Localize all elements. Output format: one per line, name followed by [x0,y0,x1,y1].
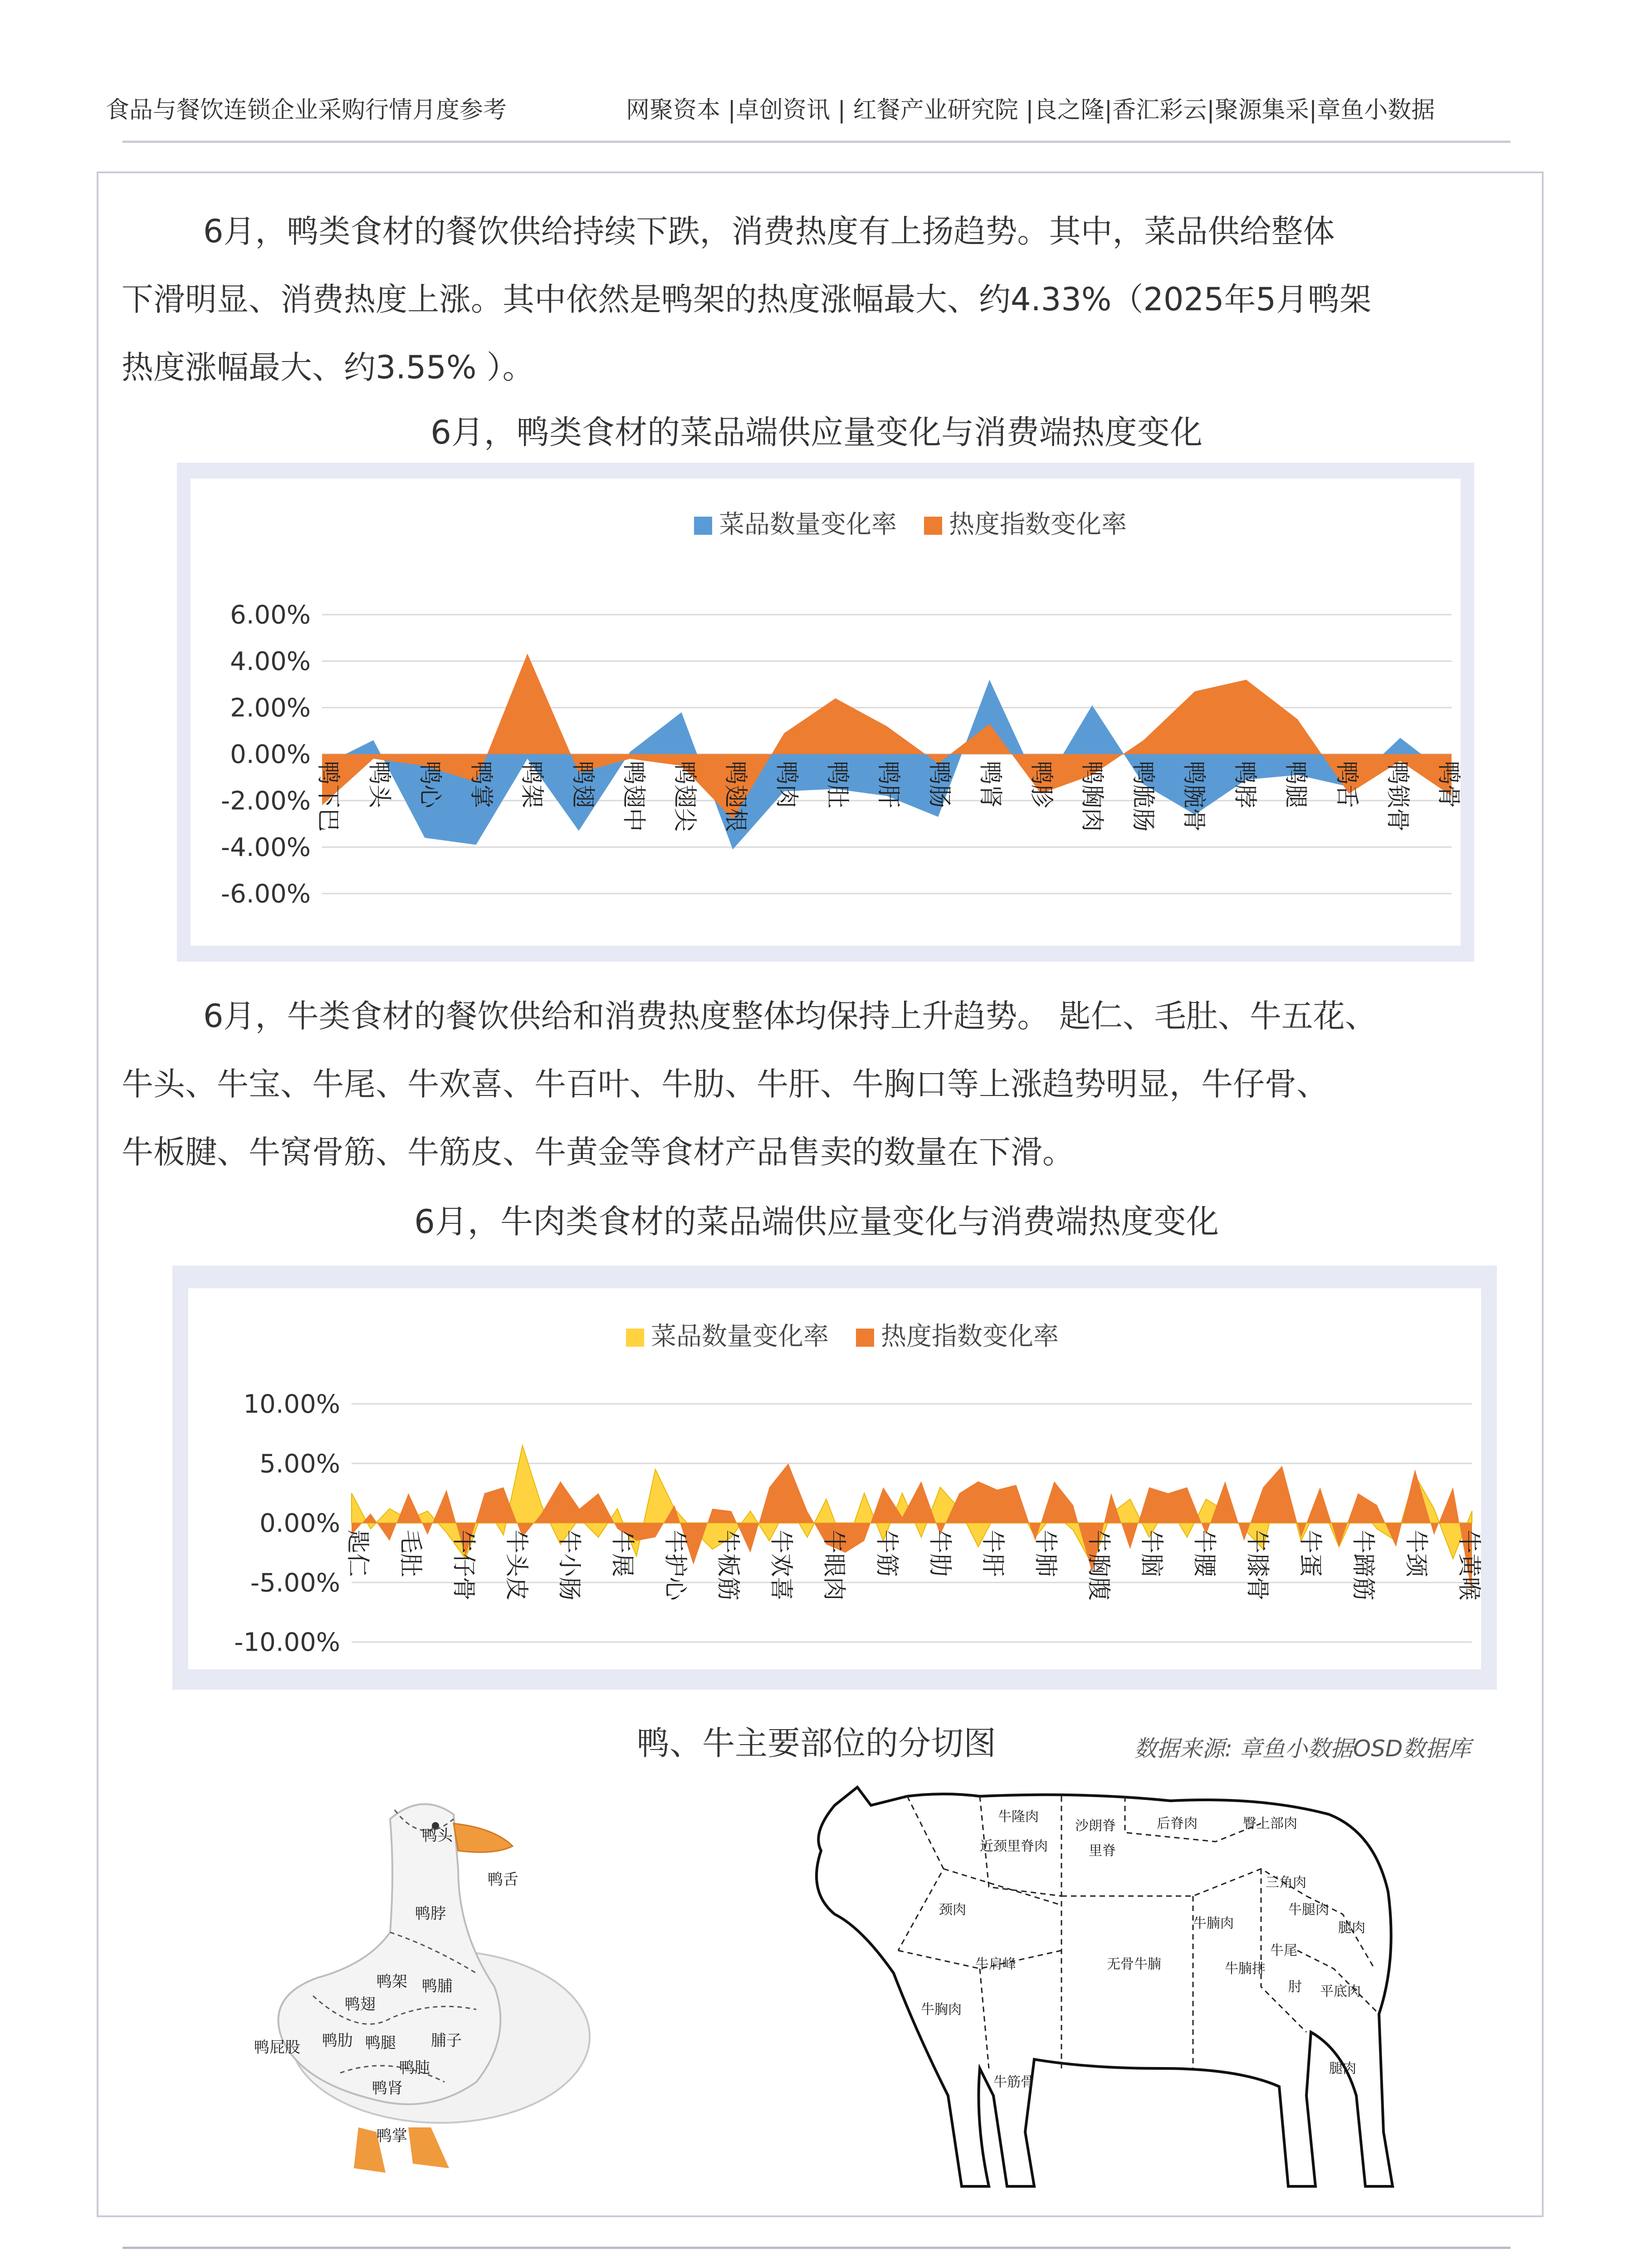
paragraph-line: 热度涨幅最大、约3.55% ）。 [122,349,534,386]
y-tick-label: 5.00% [259,1449,340,1479]
legend-entry [694,510,897,539]
x-category-label: 鸭肉 [772,761,800,808]
cow-label-bottom-round: 平底肉 [1320,1984,1361,1999]
duck-label-wing: 鸭翅 [345,1995,376,2014]
cow-illustration [807,1778,1429,2209]
x-category-label: 牛护心 [661,1530,689,1601]
cow-label-shoulder: 牛肩峰 [975,1956,1016,1972]
x-category-label: 牛肋 [926,1530,953,1577]
cow-label-chuck-loin: 近颈里脊肉 [980,1838,1048,1854]
y-tick-label: 0.00% [259,1509,340,1539]
y-tick-label: 6.00% [230,600,311,630]
cow-label-shank: 腿肉 [1329,2061,1356,2077]
x-category-label: 鸭翅中 [620,761,647,832]
x-category-label: 匙仁 [344,1530,371,1577]
x-category-label: 牛颈 [1402,1530,1430,1577]
header-sources: 网聚资本 |卓创资讯 | 红餐产业研究院 |良之隆|香汇彩云|聚源集采|章鱼小数据 [626,97,1435,124]
duck-label-breast: 鸭脯 [422,1977,453,1995]
x-category-label: 牛肝 [979,1530,1006,1577]
duck-label-leg: 鸭腿 [365,2034,396,2052]
x-category-label: 牛小肠 [555,1530,583,1601]
beef-chart-frame [172,1266,1497,1690]
data-source-note: 数据来源: 章鱼小数据OSD数据库 [1134,1735,1471,1762]
cow-label-flank-steak: 牛腩肉 [1193,1916,1234,1931]
y-tick-label: -2.00% [220,786,311,816]
y-tick-label: 4.00% [230,647,311,677]
duck-label-neck: 鸭脖 [415,1905,446,1923]
cow-label-tendon: 牛筋骨 [993,2074,1034,2090]
legend-swatch [626,1329,644,1347]
beef-chart [188,1288,1481,1669]
duck-label-frame: 鸭架 [376,1973,407,1991]
duck-label-kidney: 鸭肾 [372,2079,403,2097]
cow-label-elbow: 肘 [1288,1979,1302,1995]
beef-chart-caption: 6月，牛肉类食材的菜品端供应量变化与消费端热度变化 [414,1202,1219,1241]
duck-label-gizzard: 鸭肫 [399,2059,430,2077]
y-tick-label: 10.00% [243,1389,340,1419]
x-category-label: 牛板筋 [714,1530,742,1601]
cow-label-hump: 牛隆肉 [998,1809,1039,1825]
legend-entry [924,510,1127,539]
legend-swatch [694,517,712,535]
x-category-label: 鸭翅尖 [670,761,698,832]
x-category-label: 牛腰 [1190,1530,1218,1577]
x-category-label: 鸭翅根 [722,761,749,832]
x-category-label: 牛肺 [1032,1530,1059,1577]
x-category-label: 鸭架 [518,761,546,808]
duck-label-feet: 鸭掌 [376,2127,407,2145]
cow-label-sirloin: 沙朗脊 [1075,1818,1116,1834]
x-category-label: 鸭脆肠 [1129,761,1157,832]
x-category-label: 鸭腕骨 [1180,761,1208,832]
footer-divider [122,2247,1511,2249]
paragraph-line: 牛板腱、牛窝骨筋、牛筋皮、牛黄金等食材产品售卖的数量在下滑。 [122,1134,1074,1171]
duck-chart [191,479,1461,946]
cow-label-boneless-brisket: 无骨牛腩 [1107,1956,1161,1972]
header-divider [122,141,1511,143]
x-category-label: 鸭胗 [1027,761,1055,808]
cow-label-rump-top: 臀上部肉 [1243,1816,1297,1832]
x-category-label: 鸭翅 [569,761,596,808]
duck-label-tongue: 鸭舌 [488,1871,518,1889]
y-tick-label: -5.00% [250,1568,340,1598]
cow-label-neck: 颈肉 [939,1902,966,1918]
y-tick-label: -10.00% [234,1628,340,1657]
cow-label-ribs: 牛腩排 [1225,1961,1266,1977]
x-category-label: 鸭头 [365,761,393,808]
cuts-caption: 鸭、牛主要部位的分切图 [636,1724,996,1762]
x-category-label: 牛欢喜 [767,1530,795,1601]
x-category-label: 牛蛋 [1296,1530,1324,1577]
cow-label-oxtail: 牛尾 [1270,1943,1297,1959]
y-tick-label: -4.00% [220,833,311,863]
y-tick-label: -6.00% [220,879,311,909]
cow-label-tri-tip: 三角肉 [1266,1875,1306,1891]
x-category-label: 牛胸腹 [1085,1530,1112,1601]
x-category-label: 鸭下巴 [314,761,342,832]
x-category-label: 鸭掌 [467,761,494,808]
legend-label: 菜品数量变化率 [651,1322,829,1351]
duck-chart-frame [177,463,1474,962]
x-category-label: 牛脑 [1138,1530,1165,1577]
cow-label-tenderloin-rear: 后脊肉 [1157,1816,1198,1832]
x-category-label: 鸭锁骨 [1384,761,1411,832]
cow-label-rear-leg: 牛腿肉 [1288,1902,1329,1918]
header-title: 食品与餐饮连锁企业采购行情月度参考 [106,97,507,124]
duck-label-rib: 鸭肋 [322,2032,353,2050]
x-category-label: 鸭腿 [1282,761,1310,808]
x-category-label: 牛展 [608,1530,636,1577]
x-category-label: 牛眼肉 [820,1530,847,1601]
x-category-label: 鸭肚 [823,761,851,808]
x-category-label: 鸭肝 [875,761,902,808]
duck-illustration [240,1783,671,2182]
legend-label: 热度指数变化率 [949,510,1127,539]
x-category-label: 鸭脖 [1231,761,1258,808]
beef-chart-panel [188,1288,1481,1669]
cow-label-chest: 牛胸肉 [921,2002,962,2018]
x-category-label: 鸭骨 [1435,761,1461,808]
x-category-label: 牛黄喉 [1455,1530,1481,1601]
legend-label: 热度指数变化率 [881,1322,1059,1351]
paragraph-line: 牛头、牛宝、牛尾、牛欢喜、牛百叶、牛肋、牛肝、牛胸口等上涨趋势明显，牛仔骨、 [122,1066,1328,1103]
legend-entry [626,1322,829,1351]
paragraph-line: 6月，鸭类食材的餐饮供给持续下跌，消费热度有上扬趋势。其中，菜品供给整体 [203,213,1335,250]
x-category-label: 牛头皮 [503,1530,530,1601]
paragraph-line: 下滑明显、消费热度上涨。其中依然是鸭架的热度涨幅最大、约4.33%（2025年5月鸭架 [122,281,1372,318]
duck-label-head: 鸭头 [422,1827,453,1845]
duck-chart-panel [191,479,1461,946]
x-category-label: 鸭肠 [925,761,953,808]
duck-label-tail: 鸭屁股 [254,2038,300,2057]
x-category-label: 鸭舌 [1333,761,1360,808]
x-category-label: 鸭肾 [976,761,1004,808]
x-category-label: 牛蹄筋 [1349,1530,1377,1601]
y-tick-label: 2.00% [230,693,311,723]
legend-label: 菜品数量变化率 [719,510,897,539]
x-category-label: 牛膝骨 [1243,1530,1271,1601]
cow-label-round: 腿肉 [1338,1920,1365,1936]
x-category-label: 鸭胸肉 [1078,761,1106,832]
x-category-label: 牛筋 [873,1530,900,1577]
duck-paragraph [122,197,1528,401]
legend-entry [856,1322,1059,1351]
paragraph-line: 6月，牛类食材的餐饮供给和消费热度整体均保持上升趋势。 匙仁、毛肚、牛五花、 [203,997,1377,1035]
duck-label-belly: 脯子 [431,2032,462,2050]
duck-chart-caption: 6月，鸭类食材的菜品端供应量变化与消费端热度变化 [430,413,1203,451]
x-category-label: 牛仔骨 [450,1530,477,1601]
x-category-label: 鸭心 [416,761,444,808]
x-category-label: 毛肚 [396,1530,424,1577]
legend-swatch [924,517,942,535]
beef-paragraph [122,982,1528,1186]
legend-swatch [856,1329,874,1347]
y-tick-label: 0.00% [230,740,311,770]
cow-label-loin: 里脊 [1089,1843,1116,1859]
